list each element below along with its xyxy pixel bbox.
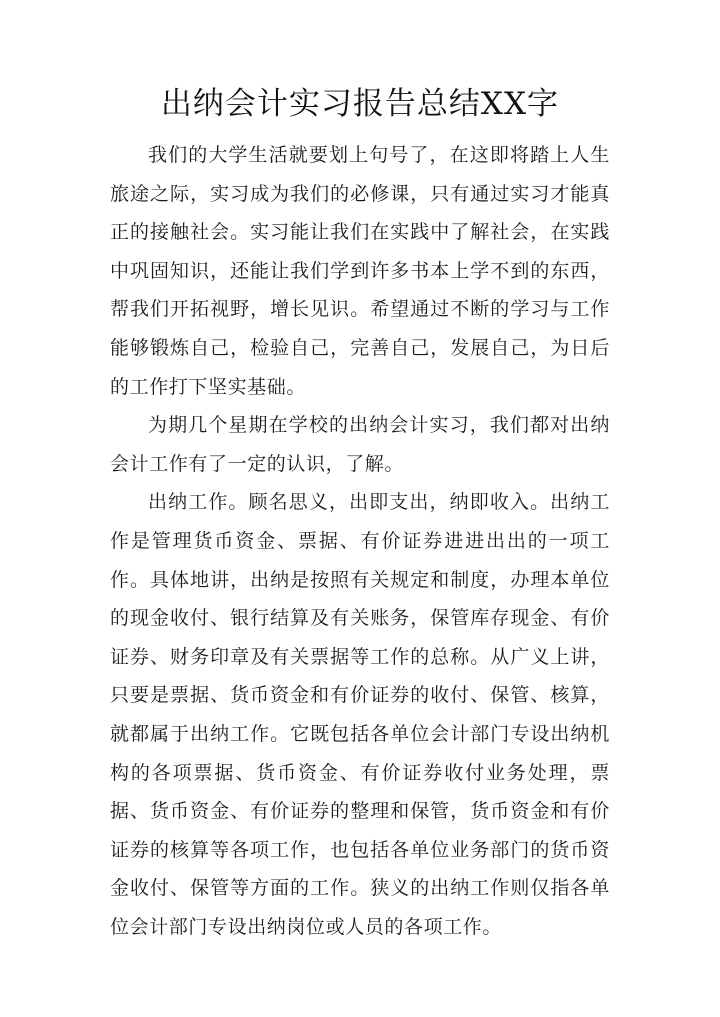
document-body [110,136,610,946]
paragraph-1: 我们的大学生活就要划上句号了，在这即将踏上人生旅途之际，实习成为我们的必修课，只有通过实习才能真正的接触社会。实习能让我们在实践中了解社会，在实践中巩固知识，还能让我们学到许多书本上学不到的东西，帮我们开拓视野，增长见识。希望通过不断的学习与工作能够锻炼自己，检验自己，完善自己，发展自己，为日后的工作打下坚实基础。 [110,144,610,398]
paragraph-3: 出纳工作。顾名思义，出即支出，纳即收入。出纳工作是管理货币资金、票据、有价证券进进出出的一项工作。具体地讲，出纳是按照有关规定和制度，办理本单位的现金收付、银行结算及有关账务，保管库存现金、有价证券、财务印章及有关票据等工作的总称。从广义上讲，只要是票据、货币资金和有价证券的收付、保管、核算，就都属于出纳工作。它既包括各单位会计部门专设出纳机构的各项票据、货币资金、有价证券收付业务处理，票据、货币资金、有价证券的整理和保管，货币资金和有价证券的核算等各项工作，也包括各单位业务部门的货币资金收付、保管等方面的工作。狭义的出纳工作则仅指各单位会计部门专设出纳岗位或人员的各项工作。 [110,491,610,938]
document-title: 出纳会计实习报告总结XX字 [160,86,560,122]
paragraph-2: 为期几个星期在学校的出纳会计实习，我们都对出纳会计工作有了一定的认识，了解。 [110,414,610,475]
